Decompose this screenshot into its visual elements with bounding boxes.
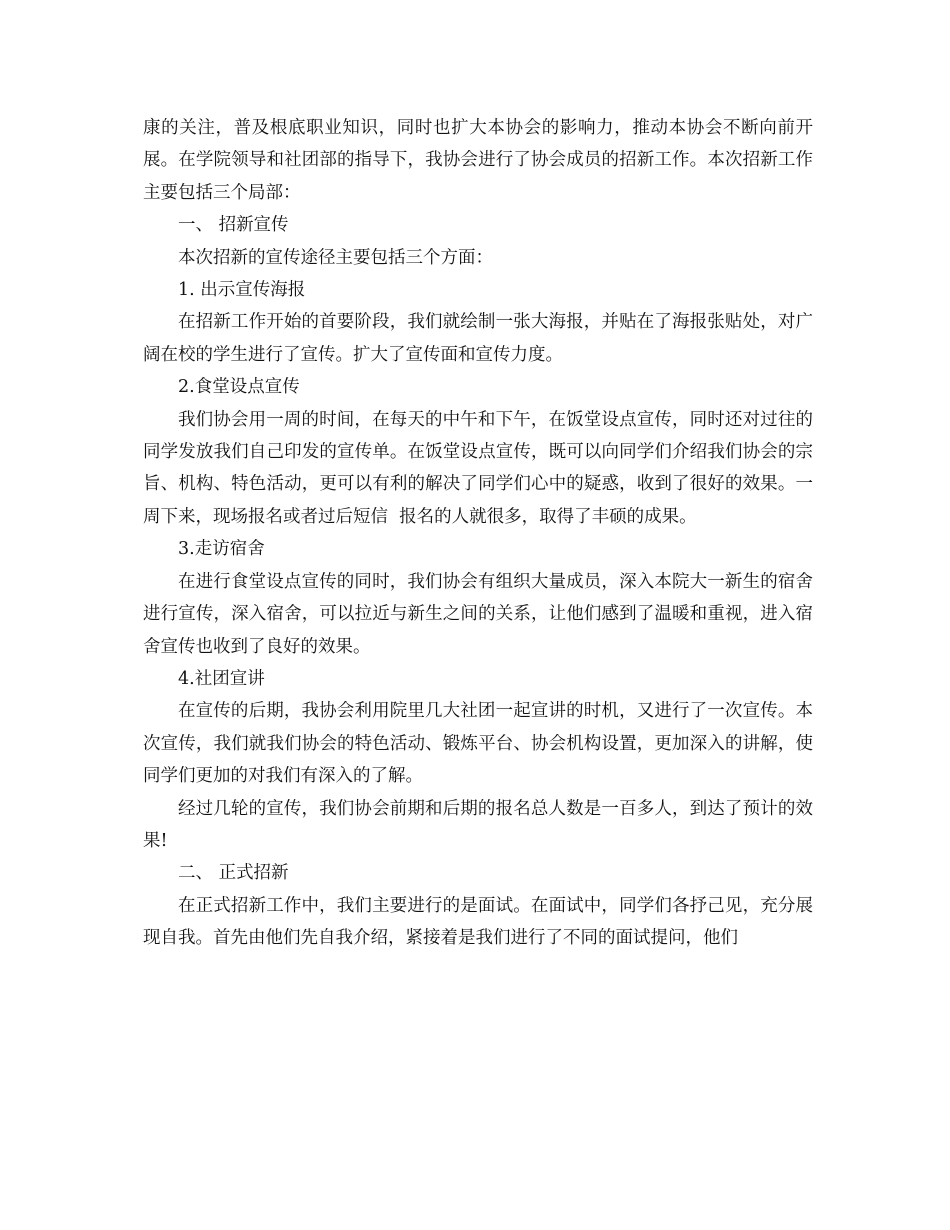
- paragraph-dorm-visits: 在进行食堂设点宣传的同时，我们协会有组织大量成员，深入本院大一新生的宿舍进行宣传，深入宿舍，可以拉近与新生之间的关系，让他们感到了温暖和重视，进入宿舍宣传也收到了良好的效果。: [143, 571, 813, 657]
- section-heading-formal-recruitment: 二、 正式招新: [178, 863, 289, 884]
- paragraph-publicity-result: 经过几轮的宣传，我们协会前期和后期的报名总人数是一百多人，到达了预计的效果!: [143, 798, 813, 851]
- paragraph-canteen-booth: 我们协会用一周的时间，在每天的中午和下午，在饭堂设点宣传，同时还对过往的同学发放我们自己印发的宣传单。在饭堂设点宣传，既可以向同学们介绍我们协会的宗旨、机构、特色活动，更可以有利的解决了同学们心中的疑惑，收到了很好的效果。一周下来，现场报名或者过后短信 报名的人就很多，取得了丰硕的成果。: [143, 409, 813, 527]
- paragraph-poster: 在招新工作开始的首要阶段，我们就绘制一张大海报，并贴在了海报张贴处，对广阔在校的学生进行了宣传。扩大了宣传面和宣传力度。: [143, 312, 813, 365]
- subheading-poster: 1. 出示宣传海报: [178, 280, 306, 301]
- paragraph-club-presentation: 在宣传的后期，我协会利用院里几大社团一起宣讲的时机，又进行了一次宣传。本次宣传，我们就我们协会的特色活动、锻炼平台、协会机构设置，更加深入的讲解，使同学们更加的对我们有深入的了解。: [143, 701, 813, 787]
- section-heading-recruitment-publicity: 一、 招新宣传: [178, 215, 289, 236]
- paragraph-interview: 在正式招新工作中，我们主要进行的是面试。在面试中，同学们各抒己见，充分展现自我。首先由他们先自我介绍，紧接着是我们进行了不同的面试提问，他们: [143, 895, 813, 949]
- paragraph-continued-intro: 康的关注，普及根底职业知识，同时也扩大本协会的影响力，推动本协会不断向前开展。在学院领导和社团部的指导下，我协会进行了协会成员的招新工作。本次招新工作主要包括三个局部：: [143, 118, 813, 203]
- paragraph-publicity-channels: 本次招新的宣传途径主要包括三个方面：: [178, 247, 493, 268]
- subheading-canteen-booth: 2.食堂设点宣传: [178, 377, 300, 398]
- document-body: [143, 112, 813, 955]
- subheading-club-presentation: 4.社团宣讲: [178, 668, 265, 689]
- subheading-dorm-visits: 3.走访宿舍: [178, 539, 265, 560]
